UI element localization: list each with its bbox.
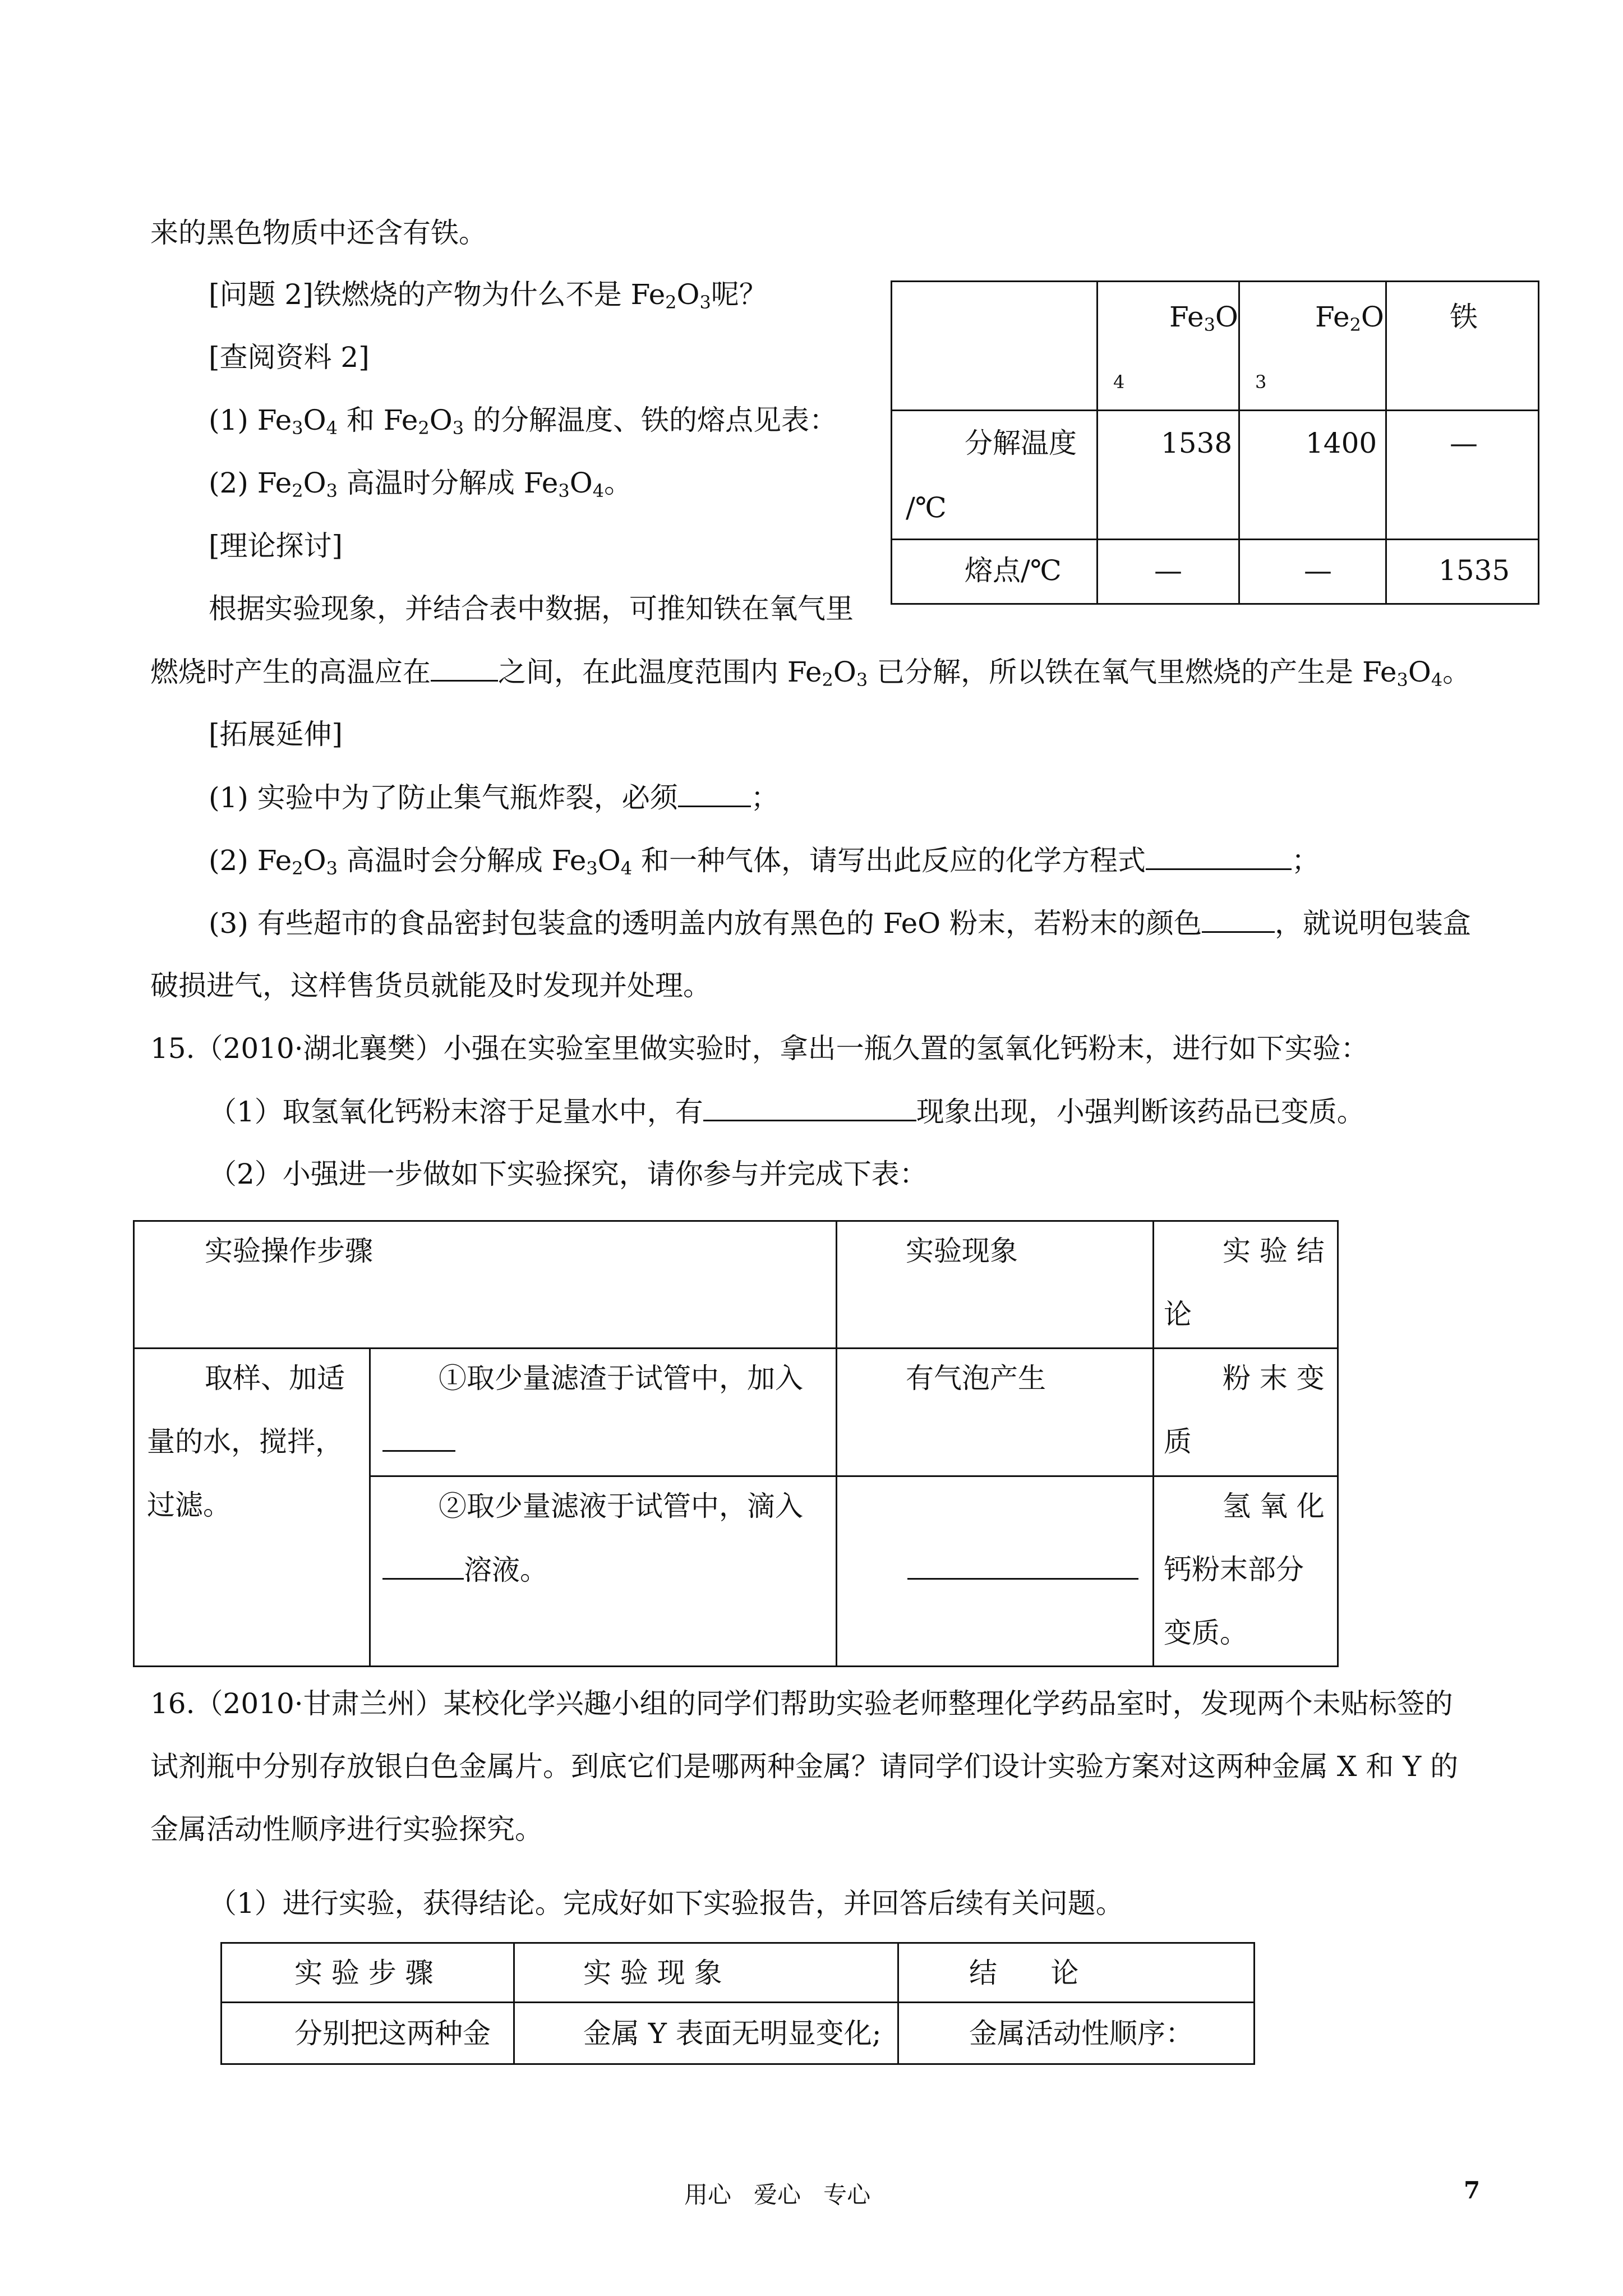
answer-blank[interactable] bbox=[382, 1556, 464, 1580]
table2-row1-step: ①取少量滤渣于试管中，加入 bbox=[439, 1362, 803, 1395]
table1-cell: 1400 bbox=[1306, 427, 1377, 459]
theory-heading: [理论探讨] bbox=[209, 530, 343, 562]
table2-prep-step-cont: 过滤。 bbox=[147, 1489, 231, 1521]
table3-header-phenomenon: 实 验 现 象 bbox=[583, 1957, 722, 1989]
table1-header-fe3o4: $Fe_3O$ bbox=[1169, 301, 1238, 335]
answer-blank[interactable] bbox=[678, 783, 751, 807]
table1-header-fe2o3-wrap: 3 bbox=[1255, 371, 1267, 393]
table1-row-decomp-label: 分解温度 bbox=[965, 427, 1077, 459]
table3-cell: 金属活动性顺序： bbox=[969, 2017, 1193, 2050]
table1-header-iron: 铁 bbox=[1450, 301, 1478, 333]
table1-row-melt-label: 熔点/℃ bbox=[965, 554, 1062, 587]
table2-prep-step-cont: 量的水，搅拌， bbox=[147, 1425, 343, 1458]
reference-item-2: (2) $Fe_2O_3$ 高温时分解成 $Fe_3O_4$。 bbox=[209, 467, 633, 501]
extension-item-2: (2) $Fe_2O_3$ 高温时会分解成 $Fe_3O_4$ 和一种气体，请写出此反应的化学方程式 ； bbox=[209, 844, 1320, 879]
answer-blank[interactable] bbox=[907, 1556, 1138, 1582]
table1-cell: 1538 bbox=[1161, 427, 1233, 459]
question-16-cont: 试剂瓶中分别存放银白色金属片。到底它们是哪两种金属？请同学们设计实验方案对这两种金属 X 和 Y 的 bbox=[150, 1750, 1459, 1783]
table3-header-conclusion: 结 论 bbox=[969, 1957, 1079, 1989]
table1-row-decomp-unit: /℃ bbox=[906, 491, 947, 524]
extension-item-1: (1) 实验中为了防止集气瓶炸裂，必须 ； bbox=[209, 781, 779, 814]
table2-row2-conclusion-cont: 钙粉末部分 bbox=[1164, 1553, 1304, 1586]
extension-heading: [拓展延伸] bbox=[209, 718, 343, 751]
answer-blank[interactable] bbox=[382, 1428, 455, 1454]
table3-cell: 分别把这两种金 bbox=[294, 2017, 491, 2050]
theory-line-1: 根据实验现象，并结合表中数据，可推知铁在氧气里 bbox=[209, 592, 854, 625]
table2-row1-phenomenon: 有气泡产生 bbox=[906, 1362, 1046, 1395]
table1-header-fe3o4-wrap: 4 bbox=[1113, 371, 1125, 393]
text-line: 来的黑色物质中还含有铁。 bbox=[150, 217, 487, 249]
table2-header-phenomenon: 实验现象 bbox=[906, 1235, 1018, 1267]
page-number: 7 bbox=[1464, 2177, 1481, 2204]
table1-cell: 1535 bbox=[1438, 554, 1510, 587]
table1-cell: — bbox=[1154, 554, 1182, 587]
question-16: 16.（2010·甘肃兰州）某校化学兴趣小组的同学们帮助实验老师整理化学药品室时，发现两个未贴标签的 bbox=[150, 1687, 1453, 1720]
table2-row2-step-cont: 溶液。 bbox=[382, 1556, 548, 1584]
answer-blank[interactable] bbox=[1202, 909, 1275, 933]
extension-item-3-cont: 破损进气，这样售货员就能及时发现并处理。 bbox=[150, 969, 711, 1002]
question-16-part-1: （1）进行实验，获得结论。完成好如下实验报告，并回答后续有关问题。 bbox=[209, 1887, 1124, 1920]
question-2: [问题 2]铁燃烧的产物为什么不是 $Fe_2O_3$呢？ bbox=[209, 278, 767, 313]
question-15-part-1: （1）取氢氧化钙粉末溶于足量水中，有 现象出现，小强判断该药品已变质。 bbox=[209, 1096, 1365, 1128]
theory-line-2: 燃烧时产生的高温应在 之间，在此温度范围内 $Fe_2O_3$ 已分解，所以铁在氧气里燃烧的产生是 $Fe_3O_4$。 bbox=[150, 656, 1471, 691]
table1-cell: — bbox=[1450, 427, 1478, 459]
table3-cell: 金属 Y 表面无明显变化; bbox=[583, 2017, 882, 2050]
table3-header-steps: 实 验 步 骤 bbox=[294, 1957, 434, 1989]
table1-cell: — bbox=[1304, 554, 1332, 587]
table2-row2-step: ②取少量滤液于试管中，滴入 bbox=[439, 1490, 803, 1522]
table2-row1-conclusion: 粉 末 变 bbox=[1223, 1362, 1325, 1395]
table2-prep-step: 取样、加适 bbox=[205, 1362, 345, 1395]
answer-blank[interactable] bbox=[431, 657, 498, 682]
table2-row1-conclusion-cont: 质 bbox=[1164, 1425, 1192, 1458]
footer-motto: 用心 爱心 专心 bbox=[684, 2181, 871, 2208]
answer-blank[interactable] bbox=[1146, 846, 1292, 870]
question-15-part-2: （2）小强进一步做如下实验探究，请你参与并完成下表： bbox=[209, 1158, 928, 1190]
question-16-cont: 金属活动性顺序进行实验探究。 bbox=[150, 1813, 543, 1846]
table2-header-steps: 实验操作步骤 bbox=[205, 1235, 373, 1267]
table2-row2-conclusion-cont: 变质。 bbox=[1164, 1617, 1248, 1649]
table2-header-conclusion: 实 验 结 bbox=[1223, 1235, 1325, 1267]
reference-item-1: (1) $Fe_3O_4$ 和 $Fe_2O_3$ 的分解温度、铁的熔点见表： bbox=[209, 404, 837, 439]
table2-row2-conclusion: 氢 氧 化 bbox=[1223, 1490, 1325, 1522]
table1-header-fe2o3: $Fe_2O$ bbox=[1315, 301, 1384, 335]
question-15: 15.（2010·湖北襄樊）小强在实验室里做实验时，拿出一瓶久置的氢氧化钙粉末，进行如下实验： bbox=[150, 1032, 1369, 1065]
table2-header-conclusion-cont: 论 bbox=[1164, 1298, 1192, 1331]
reference-heading: [查阅资料 2] bbox=[209, 341, 370, 374]
answer-blank[interactable] bbox=[703, 1097, 916, 1121]
extension-item-3: (3) 有些超市的食品密封包装盒的透明盖内放有黑色的 FeO 粉末，若粉末的颜色 ，就说明包装盒 bbox=[209, 907, 1472, 940]
